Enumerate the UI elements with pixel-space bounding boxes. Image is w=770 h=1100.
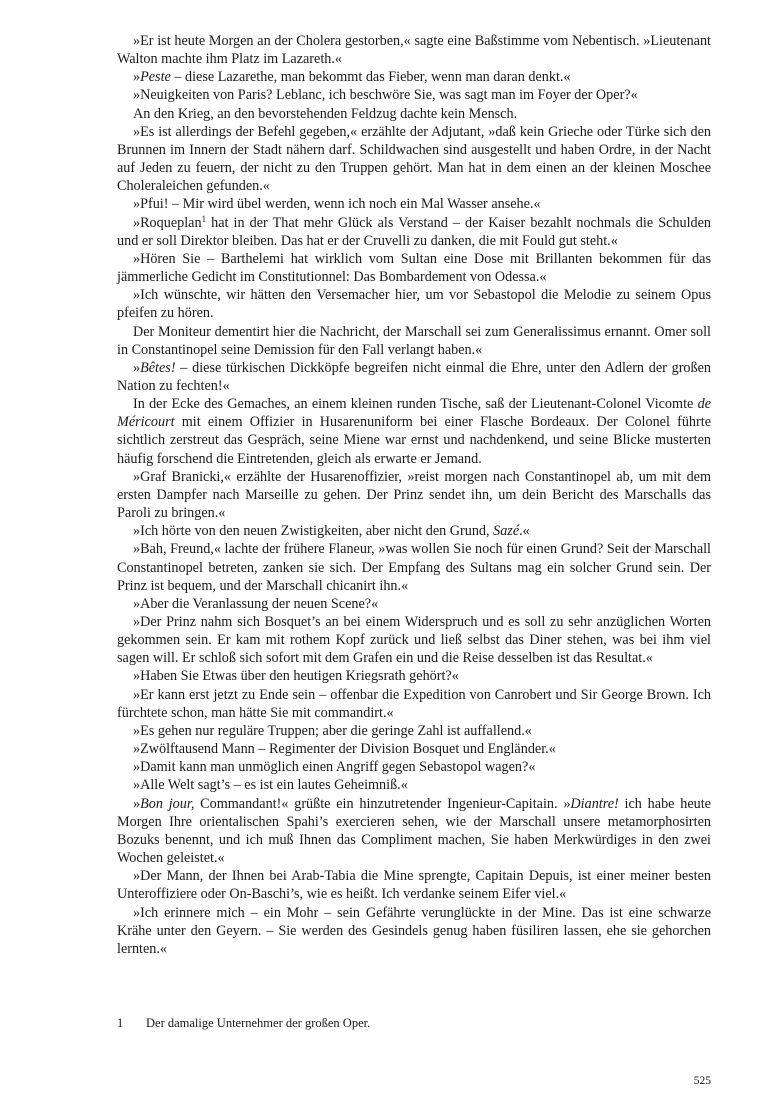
- text-run: »Ich erinnere mich – ein Mohr – sein Gefährte verunglückte in der Mine. Das ist eine schwarze Krähe unter den Geyern. – Sie werden des Gesindels genug haben füsiliren lassen, ehe sie gehorchen lernten.«: [117, 904, 711, 957]
- text-run: »Er ist heute Morgen an der Cholera gestorben,« sagte eine Baßstimme vom Nebentisch. »Lieutenant Walton machte ihm Platz im Lazareth.«: [117, 33, 711, 68]
- text-run: »Ich hörte von den neuen Zwistigkeiten, aber nicht den Grund,: [133, 523, 494, 540]
- footnote: [117, 1015, 711, 1031]
- footnote-number: 1: [117, 1016, 124, 1030]
- text-run: An den Krieg, an den bevorstehenden Feldzug dachte kein Mensch.: [133, 105, 518, 122]
- text-run: – diese Lazarethe, man bekommt das Fieber, wenn man daran denkt.«: [170, 69, 571, 86]
- footnote-text: Der damalige Unternehmer der großen Oper.: [146, 1016, 371, 1030]
- paragraph: [117, 395, 711, 468]
- text-run: Der Moniteur dementirt hier die Nachricht, der Marschall sei zum Generalissimus ernannt. Omer soll in Constantinopel seine Demission für den Fall verlangt haben.«: [117, 323, 711, 358]
- paragraph: [117, 522, 711, 540]
- paragraph: [117, 105, 711, 123]
- paragraph: [117, 595, 711, 613]
- text-run: »Bah, Freund,« lachte der frühere Flaneur, »was wollen Sie noch für einen Grund? Seit der Marschall Constantinopel betreten, zanken sie sich. Der Empfang des Sultans mag ein solcher Grund sein. Der Prinz ist bequem, und der Marschall chicanirt ihn.«: [117, 541, 711, 594]
- paragraph: [117, 32, 711, 68]
- text-run: .«: [519, 523, 530, 540]
- paragraph: [117, 286, 711, 322]
- italic-text: de Méricourt: [117, 396, 711, 431]
- text-run: »Aber die Veranlassung der neuen Scene?«: [133, 595, 379, 612]
- text-run: »: [133, 69, 141, 86]
- paragraph: [117, 722, 711, 740]
- footnote-ref: 1: [201, 213, 207, 224]
- italic-text: Sazé: [493, 523, 520, 540]
- text-run: »Neuigkeiten von Paris? Leblanc, ich beschwöre Sie, was sagt man im Foyer der Oper?«: [133, 87, 638, 104]
- text-run: »Der Prinz nahm sich Bosquet’s an bei einem Widerspruch und es soll zu sehr anzüglichen Worten gekommen sein. Er kam mit rothem Kopf zurück und ließ selbst das Diner stehen, was bei ihm viel sagen will. Er schloß sich sofort mit dem Grafen ein und die Reise desselben ist das Resultat.«: [117, 614, 711, 667]
- italic-text: Bêtes!: [140, 359, 176, 376]
- text-run: Commandant!« grüßte ein hinzutretender Ingenieur-Capitain. »: [194, 795, 571, 812]
- text-run: »Ich wünschte, wir hätten den Versemacher hier, um vor Sebastopol die Melodie zu seinem Opus pfeifen zu hören.: [117, 287, 711, 322]
- page-body: [117, 32, 711, 958]
- text-run: »Zwölftausend Mann – Regimenter der Division Bosquet und Engländer.«: [133, 741, 556, 758]
- text-run: »: [133, 359, 141, 376]
- text-run: – diese türkischen Dickköpfe begreifen nicht einmal die Ehre, unter den Adlern der großen Nation zu fechten!«: [117, 359, 711, 394]
- text-run: »Es gehen nur reguläre Truppen; aber die geringe Zahl ist auffallend.«: [133, 722, 532, 739]
- italic-text: Diantre!: [570, 795, 619, 812]
- paragraph: [117, 795, 711, 868]
- text-run: »Roqueplan: [133, 214, 202, 231]
- paragraph: [117, 323, 711, 359]
- italic-text: Peste: [140, 69, 171, 86]
- paragraph: [117, 540, 711, 594]
- text-run: In der Ecke des Gemaches, an einem kleinen runden Tische, saß der Lieutenant-Colonel Vicomte: [133, 396, 698, 413]
- text-run: hat in der That mehr Glück als Verstand – der Kaiser bezahlt nochmals die Schulden und er soll Direktor bleiben. Das hat er der Cruvelli zu danken, die mit Fould gut steht.«: [117, 214, 711, 249]
- paragraph: [117, 740, 711, 758]
- page-number: 525: [693, 1075, 711, 1087]
- paragraph: [117, 667, 711, 685]
- paragraph: [117, 686, 711, 722]
- text-run: »Hören Sie – Barthelemi hat wirklich vom Sultan eine Dose mit Brillanten bekommen für das jämmerliche Gedicht im Constitutionnel: Das Bombardement von Odessa.«: [117, 250, 711, 286]
- paragraph: [117, 613, 711, 667]
- paragraph: [117, 214, 711, 250]
- paragraph: [117, 86, 711, 104]
- paragraph: [117, 195, 711, 213]
- paragraph: [117, 867, 711, 903]
- text-run: »: [133, 795, 141, 812]
- text-run: »Er kann erst jetzt zu Ende sein – offenbar die Expedition von Canrobert und Sir George Brown. Ich fürchtete schon, man hätte Sie mit commandirt.«: [117, 686, 711, 721]
- text-run: »Damit kann man unmöglich einen Angriff gegen Sebastopol wagen?«: [133, 759, 536, 776]
- text-run: »Graf Branicki,« erzählte der Husarenoffizier, »reist morgen nach Constantinopel ab, um mit dem ersten Dampfer nach Marseille zu gehen. Der Prinz sendet ihn, um dein Bericht des Marschalls das Paroli zu bringen.«: [117, 468, 711, 522]
- text-run: »Alle Welt sagt’s – es ist ein lautes Geheimniß.«: [133, 777, 408, 794]
- text-run: mit einem Offizier in Husarenuniform bei einer Flasche Bordeaux. Der Colonel führte sichtlich zerstreut das Gespräch, seine Miene war ernst und nachdenkend, und seine Blicke musterten häufig forschend die Eintretenden, gleich als erwarte er Jemand.: [117, 414, 711, 467]
- paragraph: [117, 904, 711, 958]
- paragraph: [117, 68, 711, 86]
- paragraph: [117, 468, 711, 522]
- paragraph: [117, 758, 711, 776]
- paragraph: [117, 776, 711, 794]
- text-run: ich habe heute Morgen Ihre orientalischen Spahi’s exercieren sehen, wie der Marschall unsere metamorphosirten Bozuks benennt, und ich muß Ihnen das Compliment machen, Sie haben Merkwürdiges in den zwei Wochen geleistet.«: [117, 795, 711, 867]
- text-run: »Haben Sie Etwas über den heutigen Kriegsrath gehört?«: [133, 668, 459, 685]
- paragraph: [117, 250, 711, 286]
- italic-text: Bon jour,: [140, 795, 195, 812]
- text-run: »Es ist allerdings der Befehl gegeben,« erzählte der Adjutant, »daß kein Grieche oder Türke sich den Brunnen im Innern der Stadt nähern darf. Schildwachen sind ausgestellt und haben Ordre, in der Nacht auf Jeden zu feuern, der nicht zu den Truppen gehört. Man hat in dem einen an der kleinen Moschee Choleraleichen gefunden.«: [117, 123, 711, 195]
- paragraph: [117, 359, 711, 395]
- text-run: »Pfui! – Mir wird übel werden, wenn ich noch ein Mal Wasser ansehe.«: [133, 196, 541, 213]
- paragraph: [117, 123, 711, 196]
- text-run: »Der Mann, der Ihnen bei Arab-Tabia die Mine sprengte, Capitain Depuis, ist einer meiner besten Unteroffiziere oder On-Baschi’s, wie es heißt. Ich verdanke seinem Eifer viel.«: [117, 868, 711, 903]
